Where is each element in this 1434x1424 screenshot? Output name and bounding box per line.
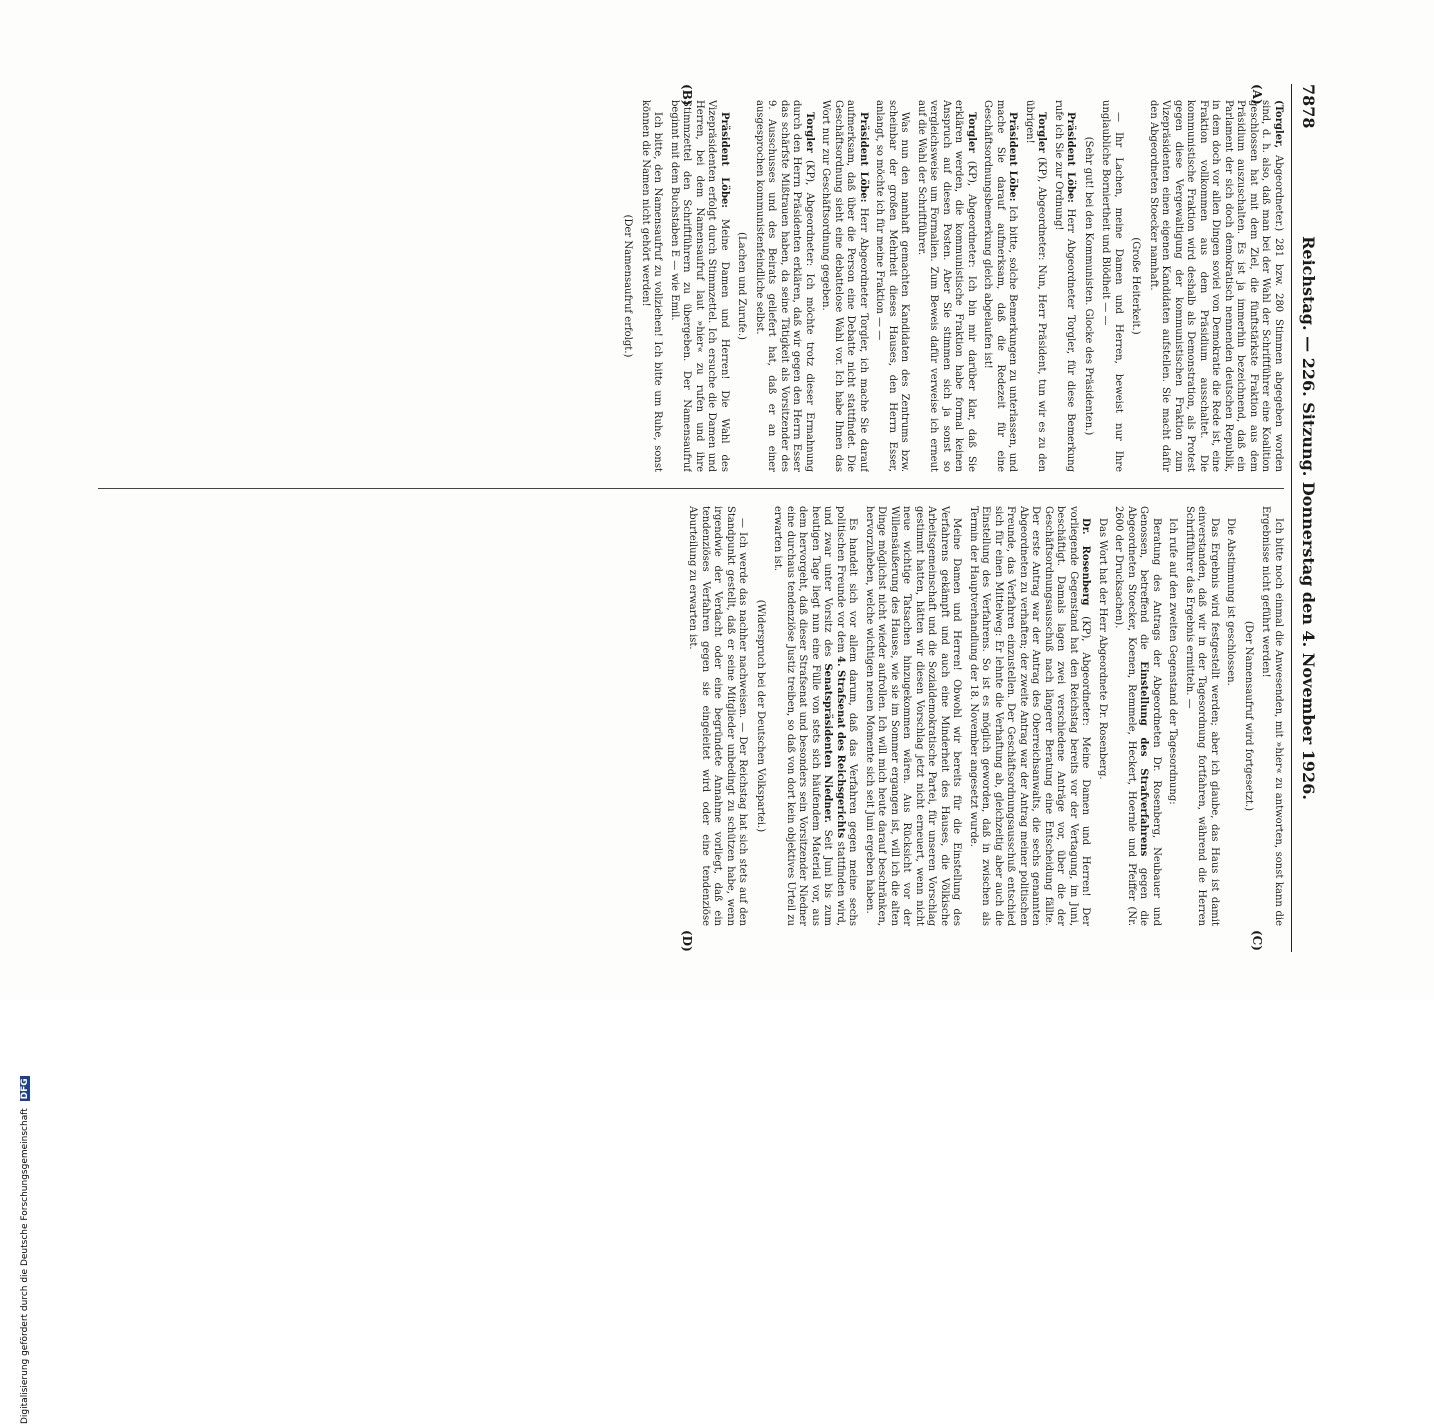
reaction: (Sehr gut! bei den Kommunisten. Glocke des Präsidenten.)	[1083, 136, 1094, 436]
dfg-logo: DFG	[20, 1078, 30, 1100]
agenda-title: Einstellung des Strafverfahrens	[1138, 661, 1150, 857]
reaction: (Lachen und Zurufe.)	[736, 232, 748, 340]
page-number: 7878	[1299, 84, 1318, 129]
paragraph: Das Ergebnis wird festgestellt werden; aber ich glaube, das Haus ist damit einverstanden, daß wir in der Tagesordnung fortfahren, während die Herren Schriftführer das Ergebnis ermitteln. —	[1184, 506, 1220, 926]
speaker-name: (Torgler,	[1273, 100, 1284, 149]
column-divider	[98, 488, 1284, 489]
paragraph-text: 281 bzw. 280 Stimmen abgegeben worden sind, d. h. also, daß man bei der Wahl der Schriftführer eine Koalition geschlossen hat mit dem Ziel, die fünftstärkste Fraktion aus dem Präsidium auszuschalten. Es ist ja immerhin bezeichnend, daß ein Parlament der sich doch demokratisch nennenden deutschen Republik, in dem doch vor allen Dingen soviel von Demokratie die Rede ist, eine Fraktion vollkommen aus dem Präsidium ausschaltet. Die kommunistische Fraktion wird deshalb als Demonstration, als Protest gegen diese Vergewaltigung der kommunistischen Fraktion zum Vizepräsidenten einen eigenen Kandidaten aufstellen. Sie macht dafür den Abgeordneten Stoecker namhaft.	[1148, 100, 1284, 472]
paragraph	[771, 506, 859, 926]
paragraph-text: Meine Damen und Herren! Die Wahl des Vizepräsidenten erfolgt durch Stimmzettel. Ich ersuche die Damen und Herren, bei dem Namensaufruf laut »hier« zu rufen und ihre Stimmzettel den Schriftführern zu übergeben. Der Namensaufruf beginnt mit dem Buchstaben E — wie Emil.	[669, 100, 730, 472]
reaction: (Widerspruch bei der Deutschen Volkspartei.)	[755, 599, 766, 833]
paragraph-text: (KP), Abgeordneter: Ich bin mir darüber klar, daß Sie erklären werden, die kommunistische Fraktion habe formal keinen Anspruch auf diesen Posten. Aber Sie stimmen sich ja sonst so vergleichsweise um Formalien. Zum Beweis dafür verweise ich erneut auf die Wahl der Schriftführer.	[916, 100, 977, 472]
paragraph	[967, 506, 1092, 926]
margin-mark-b: (B)	[680, 84, 694, 106]
digitization-note-text: Digitalisierung gefördert durch die Deutsche Forschungsgemeinschaft	[20, 1108, 30, 1424]
paragraph	[753, 100, 816, 472]
paragraph-text: Herr Abgeordneter Torgler, ich mache Sie darauf aufmerksam, daß über die Person eine Debatte nicht stattfindet. Die Geschäftsordnung sieht eine debattelose Wahl vor. Ich habe Ihnen das Wort nur zur Geschäftsordnung gegeben.	[820, 100, 869, 472]
paragraph	[1147, 100, 1285, 472]
paragraph: — Ihr Lachen, meine Damen und Herren, beweist nur Ihre unglaubliche Borniertheit und Blödheit — —	[1100, 100, 1124, 472]
header-rule	[1291, 84, 1292, 952]
paragraph	[981, 100, 1019, 472]
paragraph-text: Seit Juni bis zum heutigen Tage liegt nun eine Fülle von stets sich häufendem Material vor, aus dem hervorgeht, daß dieser Strafsenat und besonders sein Vorsitzender Niedner eine durchaus tendenziöse Justiz treiben, so daß von dort kein objektives Urteil zu erwarten ist.	[772, 506, 834, 926]
paragraph-text: (KP), Abgeordneter: Ich möchte trotz dieser Ermahnung durch den Herrn Präsidenten erklären, daß wir gegen den Herrn Esser das schärfste Mißtrauen haben, da seine Tätigkeit als Vorsitzender des 9. Ausschusses und des Beirats geliefert hat, daß er an einer ausgesprochen kommunistenfeindliche selbst.	[754, 100, 815, 472]
reaction: (Große Heiterkeit.)	[1130, 237, 1142, 335]
paragraph	[668, 100, 731, 472]
paragraph-text: Es handelt sich vor allem darum, daß das Verfahren gegen meine sechs politischen Freunde vor dem	[835, 506, 859, 926]
right-column	[94, 506, 1284, 926]
paragraph: Ich rufe auf den zweiten Gegenstand der Tagesordnung:	[1167, 518, 1179, 805]
emphasis-text: 4. Strafsenat des Reichsgerichts	[835, 656, 846, 839]
reaction: (Der Namensaufruf wird fortgesetzt.)	[1243, 620, 1254, 812]
page-header	[1294, 84, 1324, 952]
left-column	[94, 100, 1284, 472]
paragraph-text: Herr Abgeordneter Torgler, für diese Bemerkung rufe ich Sie zur Ordnung!	[1053, 100, 1077, 472]
paragraph	[1023, 100, 1048, 472]
agenda-item	[1112, 506, 1162, 926]
reaction: (Der Namensaufruf erfolgt.)	[622, 214, 634, 358]
paragraph-text: stattfinden wird, und zwar unter Vorsitz des	[822, 506, 846, 926]
speaker-name: Torgler	[1036, 112, 1048, 153]
speaker-name: Präsident Löbe:	[1007, 112, 1019, 202]
paragraph	[819, 100, 869, 472]
paragraph	[1052, 100, 1077, 472]
paragraph-text: gegen die Abgeordneten Stoecker, Koenen, Remmele, Heckert, Hoernle und Pfeiffer (Nr. 2600 der Drucksachen).	[1113, 506, 1150, 926]
paragraph: Das Wort hat der Herr Abgeordnete Dr. Rosenberg.	[1097, 518, 1108, 780]
speaker-name: Torgler	[966, 112, 977, 153]
paragraph: — Ich werde das nachher nachweisen. — Der Reichstag hat sich stets auf den Standpunkt gestellt, daß er seine Mitglieder unbedingt zu schützen habe, wenn irgendwie der Verdacht oder eine begründete Annahme vorliegt, daß ein tendenziöses Verfahren gegen sie eingeleitet wird oder eine tendenziöse Aburteilung zu erwarten ist.	[687, 506, 749, 926]
paragraph: Ich bitte, den Namensaufruf zu vollziehen! Ich bitte um Ruhe, sonst können die Namen nicht gehört werden!	[640, 100, 664, 472]
paragraph: Die Abstimmung ist geschlossen.	[1225, 518, 1237, 686]
paragraph-text: Beratung des Antrags der Abgeordneten Dr. Rosenberg, Neubauer und Genossen, betreffend die	[1138, 506, 1162, 926]
header-title: Reichstag. — 226. Sitzung. Donnerstag den 4. November 1926.	[1299, 236, 1318, 800]
speaker-name: Präsident Löbe:	[1065, 112, 1077, 203]
speaker-name: Präsident Löbe:	[858, 112, 869, 203]
paragraph-text: Ich bitte, solche Bemerkungen zu unterlassen, und mache Sie darauf aufmerksam, daß die Redezeit für eine Geschäftsordnungsbemerkung gleich abgelaufen ist!	[982, 100, 1019, 472]
digitization-note	[20, 424, 30, 1424]
paragraph: Meine Damen und Herren! Obwohl wir bereits für die Einstellung des Verfahrens gekämpft und auch eine Minderheit des Hauses, die Völkische Arbeitsgemeinschaft und die Sozialdemokratische Partei, für unseren Vorschlag gestimmt hatten, hätten wir diesen Vorschlag jetzt nicht erneuert, wenn nicht neue wichtige Tatsachen hinzugekommen wären. Aus Rücksicht vor der Willensäußerung des Hauses, wie sie im Sommer ergangen ist, will ich die alten Dinge möglichst nicht wieder aufrollen. Ich will mich heute darauf beschränken, hervorzuheben, welche wichtigen neuen Momente sich seit Juni ergeben haben.	[864, 506, 963, 926]
margin-mark-c: (C)	[1250, 930, 1264, 951]
paragraph: Was nun den namhaft gemachten Kandidaten des Zentrums bzw. scheinbar der großen Mehrheit dieses Hauses, den Herrn Esser, anlangt, so möchte ich für meine Fraktion — —	[874, 100, 911, 472]
paragraph: Ich bitte noch einmal die Anwesenden, mit »hier« zu antworten, sonst kann die Ergebnisse nicht geführt werden!	[1260, 506, 1284, 926]
paragraph	[915, 100, 978, 472]
speaker-name: Torgler	[804, 112, 815, 153]
margin-mark-a: (A)	[1250, 84, 1264, 105]
paragraph-text: (KP), Abgeordneter: Nun, Herr Präsident, tun wir es zu den übrigen!	[1024, 100, 1048, 472]
speaker-name: Dr. Rosenberg	[1080, 518, 1092, 606]
emphasis-text: Senatspräsidenten Niedner.	[822, 663, 834, 823]
speaker-name: Präsident Löbe:	[719, 112, 730, 208]
paragraph-text: (KP), Abgeordneter: Meine Damen und Herren! Der vorliegende Gegenstand hat den Reichstag bereits vor der Vertagung, im Juni, beschäftigt. Damals lagen zwei verschiedene Anträge vor, über die der Geschäftsordnungsausschuß nach längerer Beratung eine Entscheidung fällte. Der erste Antrag war der Antrag des Oberreichsanwalts, die sechs genannten Abgeordneten zu verhaften; der zweite Antrag war der Antrag meiner politischen Freunde, das Verfahren einzustellen. Der Geschäftsordnungsausschuß entschied sich für einen Mittelweg: Er lehnte die Verhaftung ab, gleichzeitig aber auch die Einstellung des Verfahrens. So ist es möglich geworden, daß in zwischen als Termin der Hauptverhandlung der 18. November angesetzt wurde.	[968, 506, 1092, 926]
speaker-role: Abgeordneter.)	[1273, 155, 1284, 232]
margin-mark-d: (D)	[680, 930, 694, 952]
